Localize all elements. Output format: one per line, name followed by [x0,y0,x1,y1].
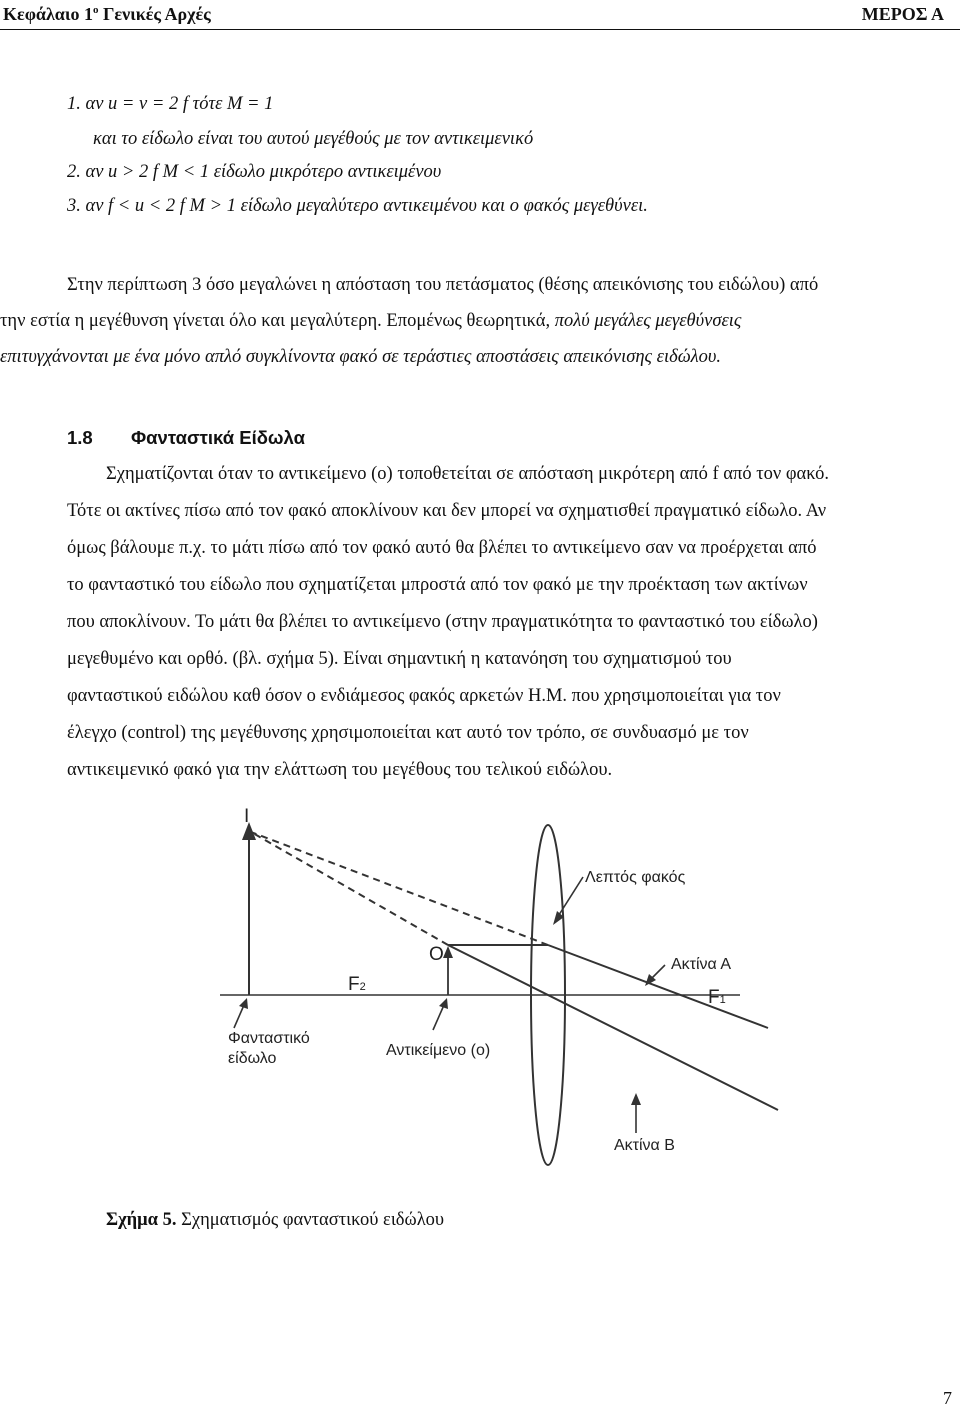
paragraph-line-italic: πολύ μεγάλες μεγεθύνσεις [554,311,742,331]
label-focus-f1-sub: 1 [719,994,726,1006]
label-ray-a: Ακτίνα Α [671,956,732,973]
label-object-O: O [429,944,444,965]
label-focus-f2-letter: F [348,974,360,995]
label-object: Αντικείμενο (ο) [386,1042,491,1059]
label-focus-f1-letter: F [708,987,720,1008]
page-header [0,0,960,30]
label-ray-b: Ακτίνα Β [614,1137,675,1154]
chapter-title-text: Κεφάλαιο 1 [3,4,93,24]
list-item-1-note: και το είδωλο είναι του αυτού μεγέθούς με τον αντικειμενικό [93,129,534,149]
virtual-image-pointer-head [239,998,248,1009]
section-heading [67,427,305,449]
object-pointer-head [439,998,448,1009]
ray-b-extension [251,832,448,945]
label-virtual-image-line1: Φανταστικό [228,1030,310,1047]
chapter-title [3,4,211,25]
ray-a-extension [251,832,548,945]
paragraph-line: Σχηματίζονται όταν το αντικείμενο (o) τοποθετείται σε απόσταση μικρότερη από f από τον φακό. [106,464,830,484]
list-item-1-text: 1. αν u = v = 2 f τότε M = 1 [67,94,274,114]
caption-text: Σχηματισμός φανταστικού ειδώλου [176,1210,445,1230]
label-focus-f2 [348,974,366,995]
label-focus-f1 [708,987,726,1008]
chapter-ordinal: ο [92,4,99,16]
label-virtual-image-line2: είδωλο [228,1050,277,1067]
page-number: 7 [943,1388,952,1408]
paragraph-line: φανταστικού ειδώλου καθ όσον ο ενδιάμεσος φακός αρκετών Η.Μ. που χρησιμοποιείται για τον [67,686,781,706]
paragraph-line: όμως βάλουμε π.χ. το μάτι πίσω από τον φακό αυτό θα βλέπει το αντικείμενο σαν να προέρχεται από [67,538,817,558]
virtual-image-diagram [180,800,820,1180]
part-title: ΜΕΡΟΣ Α [861,4,944,24]
section-title: Φανταστικά Είδωλα [131,427,305,448]
figure-caption [106,1210,444,1231]
list-item-1-equation [67,94,273,115]
paragraph-line: Στην περίπτωση 3 όσο μεγαλώνει η απόσταση του πετάσματος (θέσης απεικόνισης του ειδώλου) από [67,275,819,295]
paragraph-line-plain: την εστία η μεγέθυνση γίνεται όλο και μεγαλύτερη. Επομένως θεωρητικά, [0,311,555,331]
paragraph-line: το φανταστικό του είδωλο που σχηματίζεται μπροστά από τον φακό με την προέκταση των ακτίνων [67,575,808,595]
object-pointer [433,1005,444,1030]
virtual-image-pointer [234,1005,244,1028]
label-virtual-image-I: I [244,806,250,827]
caption-label: Σχήμα 5. [106,1210,177,1230]
paragraph-line: έλεγχο (control) της μεγέθυνσης χρησιμοποιείται κατ αυτό τον τρόπο, σε συνδυασμό με τον [67,723,749,743]
list-item-3: 3. αν f < u < 2 f M > 1 είδωλο μεγαλύτερο αντικειμένου και ο φακός μεγεθύνει. [67,196,648,216]
ray-a-refracted [548,945,768,1028]
paragraph-line: Τότε οι ακτίνες πίσω από τον φακό αποκλίνουν και δεν μπορεί να σχηματισθεί πραγματικό είδωλο. Αν [67,501,827,521]
paragraph-line [0,311,741,332]
chapter-title-suffix: Γενικές Αρχές [98,4,211,24]
label-focus-f2-sub: 2 [359,981,366,993]
paragraph-line: αντικειμενικό φακό για την ελάττωση του μεγέθους του τελικού ειδώλου. [67,760,613,780]
paragraph-line: μεγεθυμένο και ορθό. (βλ. σχήμα 5). Είναι σημαντική η κατανόηση του σχηματισμού του [67,649,732,669]
list-item-2: 2. αν u > 2 f M < 1 είδωλο μικρότερο αντικειμένου [67,162,442,182]
paragraph-line: που αποκλίνουν. Το μάτι θα βλέπει το αντικείμενο (στην πραγματικότητα το φανταστικό του είδωλο) [67,612,818,632]
label-thin-lens: Λεπτός φακός [585,869,686,886]
section-number: 1.8 [67,427,93,448]
ray-b-pointer-head [631,1093,641,1105]
paragraph-line: επιτυγχάνονται με ένα μόνο απλό συγκλίνοντα φακό σε τεράστιες αποστάσεις απεικόνισης ειδώλου. [0,347,721,367]
